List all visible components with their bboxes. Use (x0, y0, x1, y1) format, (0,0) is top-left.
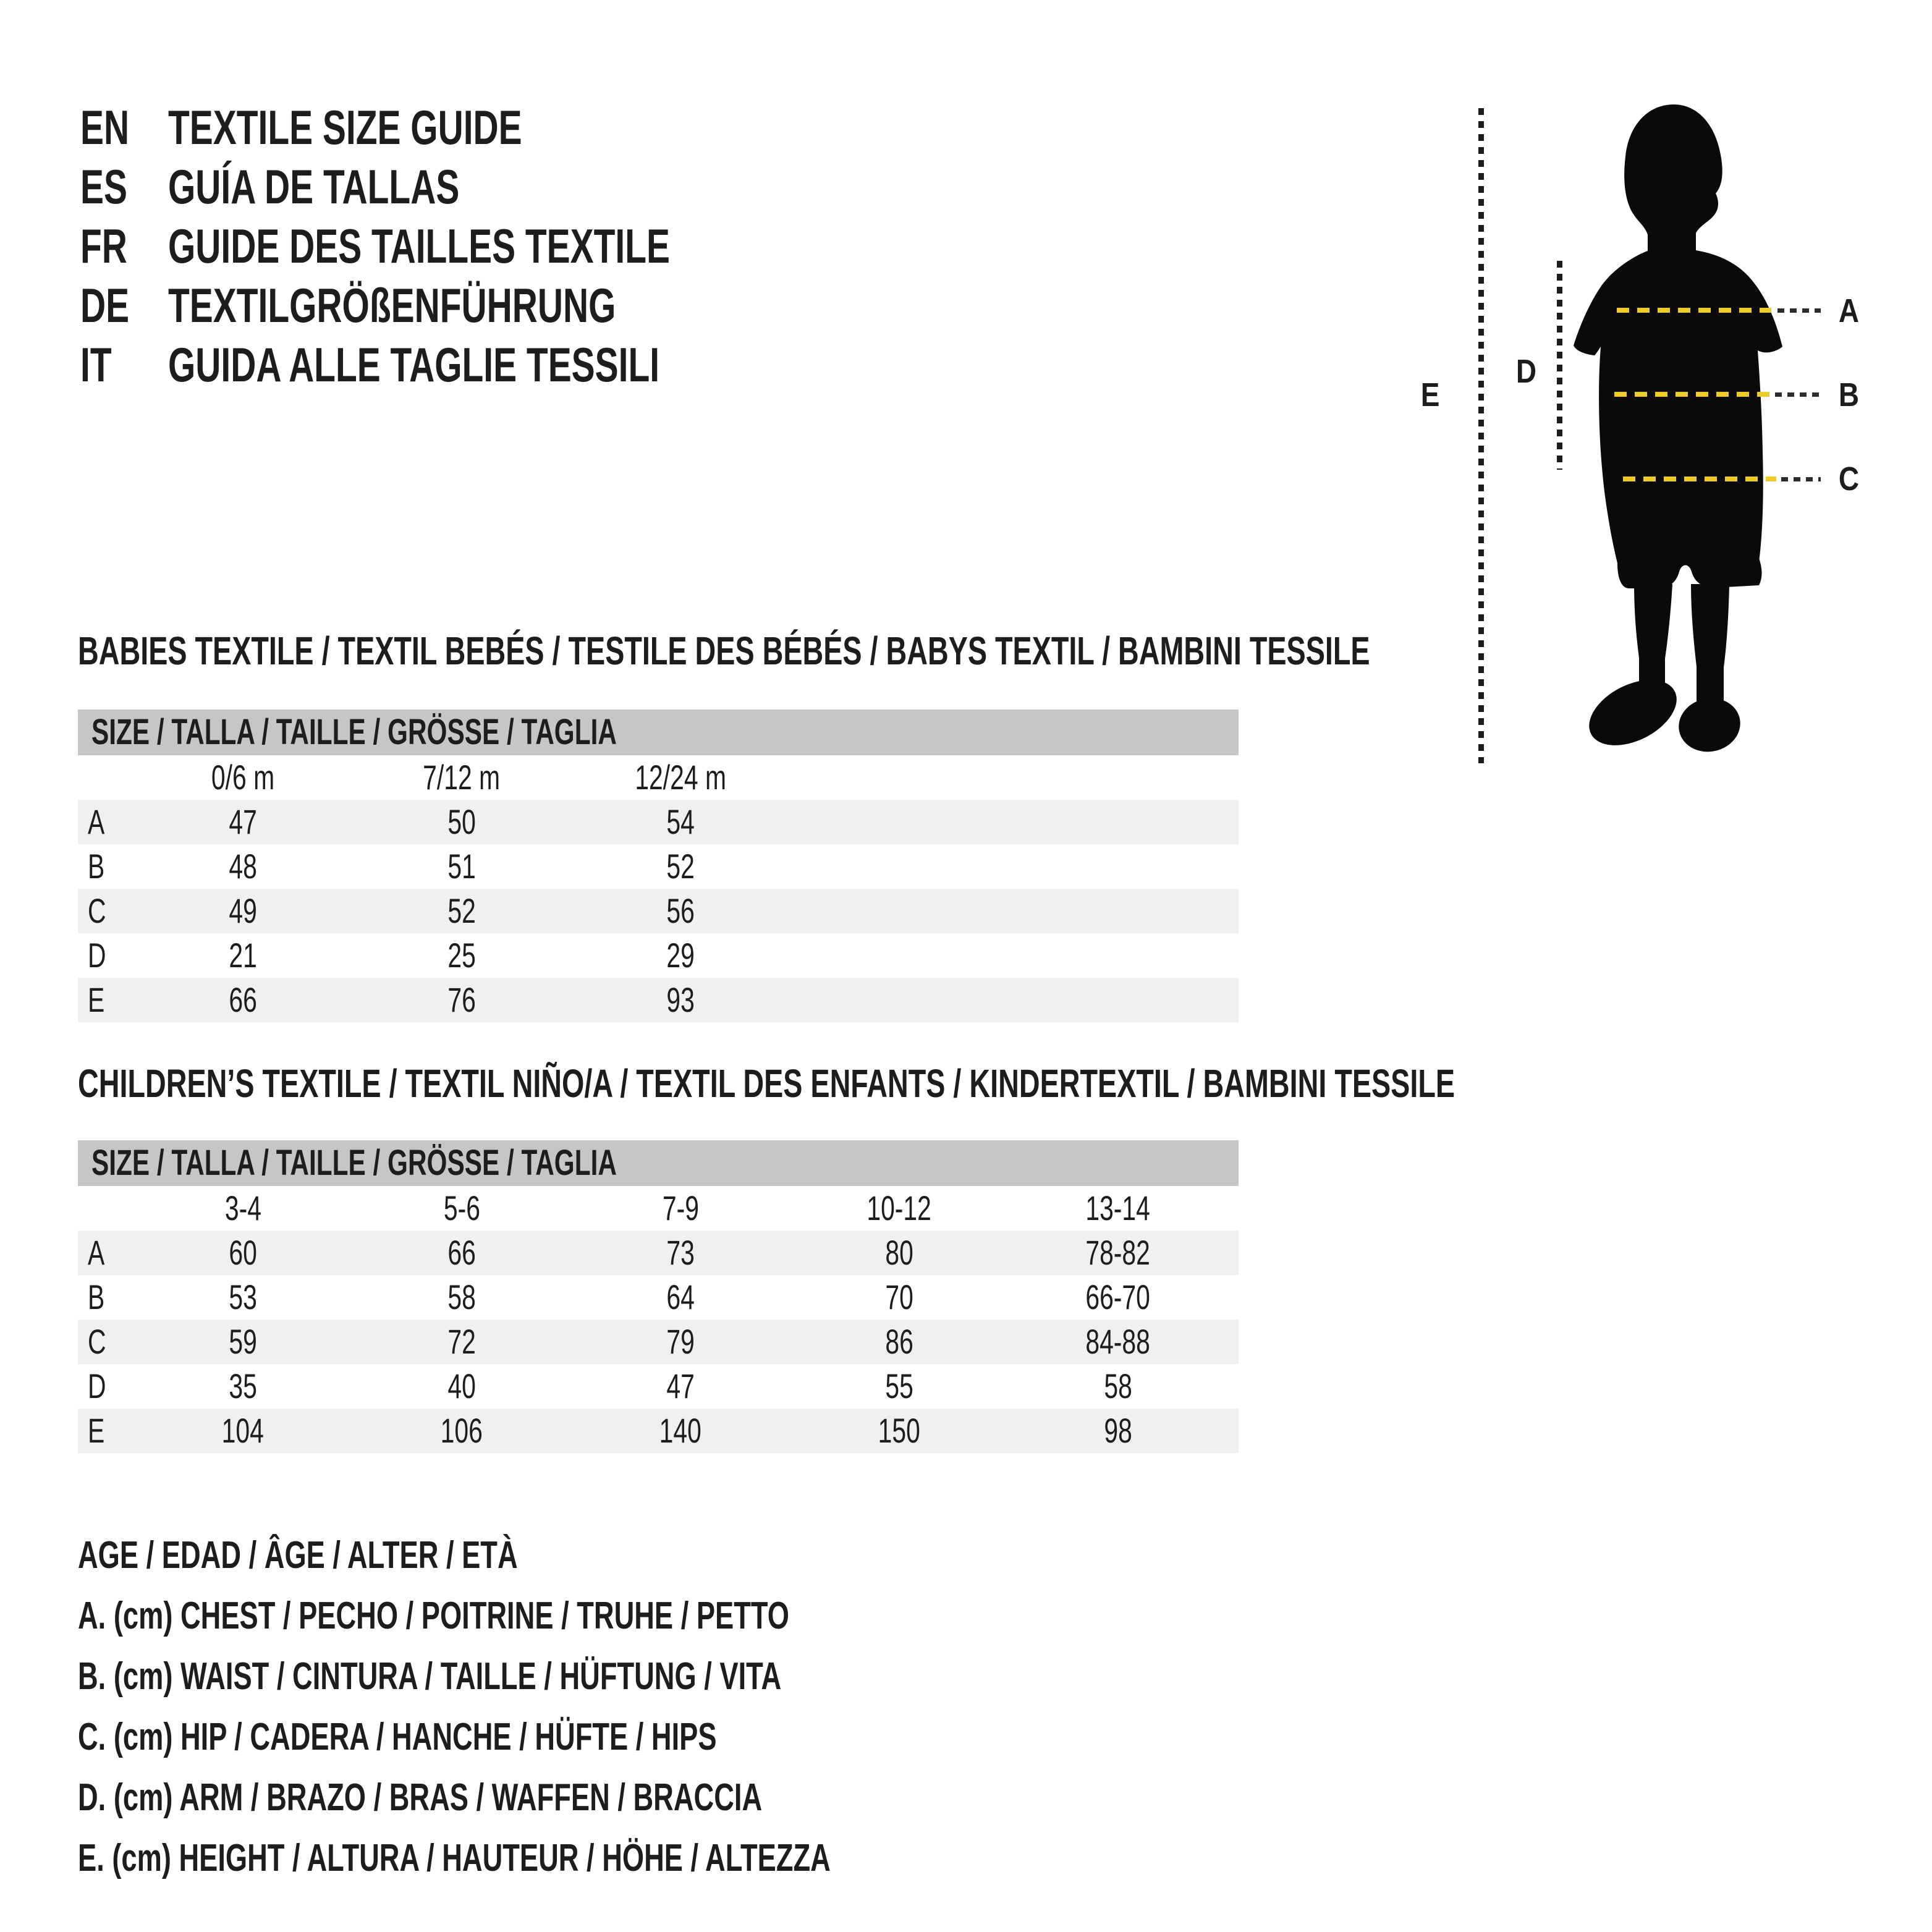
table-cell: 60 (229, 1233, 257, 1272)
legend-height: E. (cm) HEIGHT / ALTURA / HAUTEUR / HÖHE / ALTEZZA (78, 1837, 831, 1879)
table-cell: 98 (1104, 1411, 1132, 1450)
lang-title: GUIDA ALLE TAGLIE TESSILI (168, 337, 660, 392)
row-label: E (88, 1411, 105, 1450)
table-row (78, 1409, 1239, 1453)
waist-measure-line-leader (1775, 392, 1821, 397)
hip-measure-line-yellow (1623, 477, 1776, 481)
arm-measure-line (1557, 261, 1562, 470)
table-cell: 54 (666, 802, 695, 841)
table-cell: 59 (229, 1322, 257, 1361)
column-header: 0/6 m (211, 758, 275, 797)
column-header: 5-6 (443, 1188, 480, 1227)
table-cell: 47 (666, 1366, 695, 1405)
row-label: A (88, 1233, 105, 1272)
table-cell: 53 (229, 1277, 257, 1316)
table-cell: 140 (659, 1411, 702, 1450)
table-cell: 48 (229, 847, 257, 886)
column-header: 12/24 m (635, 758, 726, 797)
lang-title: GUIDE DES TAILLES TEXTILE (168, 219, 670, 273)
table-row (78, 844, 1239, 889)
table-row (78, 1231, 1239, 1275)
table-row (78, 889, 1239, 933)
measurement-legend (78, 1525, 1109, 1889)
table-row (78, 1275, 1239, 1320)
measure-label-d: D (1515, 353, 1537, 390)
legend-waist: B. (cm) WAIST / CINTURA / TAILLE / HÜFTUNG / VITA (78, 1655, 782, 1698)
hip-measure-line-leader (1781, 477, 1821, 481)
column-header: 7-9 (662, 1188, 699, 1227)
table-cell: 55 (885, 1366, 913, 1405)
table-cell: 66 (229, 980, 257, 1019)
table-row (78, 1364, 1239, 1409)
table-cell: 80 (885, 1233, 913, 1272)
table-row (78, 933, 1239, 978)
table-row (78, 978, 1239, 1022)
table-cell: 56 (666, 891, 695, 930)
chest-measure-line-leader (1777, 308, 1821, 313)
measure-label-c: C (1838, 460, 1860, 498)
table-cell: 79 (666, 1322, 695, 1361)
table-cell: 47 (229, 802, 257, 841)
table-cell: 50 (447, 802, 476, 841)
column-header: 7/12 m (423, 758, 501, 797)
lang-code: IT (80, 337, 112, 392)
children-size-table (78, 1140, 1239, 1453)
table-cell: 78-82 (1085, 1233, 1151, 1272)
table-cell: 21 (229, 936, 257, 975)
measure-label-a: A (1838, 292, 1860, 329)
table-cell: 58 (447, 1277, 476, 1316)
column-header-row (78, 755, 1239, 800)
lang-title: TEXTILE SIZE GUIDE (168, 100, 522, 155)
waist-measure-line-yellow (1614, 392, 1770, 397)
table-cell: 52 (666, 847, 695, 886)
table-cell: 35 (229, 1366, 257, 1405)
row-label: A (88, 802, 105, 841)
row-label: D (88, 1366, 106, 1405)
table-cell: 106 (440, 1411, 483, 1450)
table-cell: 76 (447, 980, 476, 1019)
lang-code: DE (80, 278, 130, 333)
legend-arm: D. (cm) ARM / BRAZO / BRAS / WAFFEN / BRACCIA (78, 1776, 763, 1819)
table-cell: 72 (447, 1322, 476, 1361)
table-cell: 70 (885, 1277, 913, 1316)
column-header: 10-12 (866, 1188, 932, 1227)
table-cell: 86 (885, 1322, 913, 1361)
table-cell: 84-88 (1085, 1322, 1151, 1361)
lang-title: TEXTILGRÖßENFÜHRUNG (168, 278, 616, 333)
table-cell: 58 (1104, 1366, 1132, 1405)
measure-label-e: E (1420, 376, 1440, 413)
size-header-bar: SIZE / TALLA / TAILLE / GRÖSSE / TAGLIA (78, 710, 1239, 755)
lang-title: GUÍA DE TALLAS (168, 159, 460, 214)
column-header: 3-4 (224, 1188, 261, 1227)
children-section-title: CHILDREN’S TEXTILE / TEXTIL NIÑO/A / TEXTIL DES ENFANTS / KINDERTEXTIL / BAMBINI TESSILE (78, 1061, 1455, 1106)
lang-code: FR (80, 219, 127, 273)
table-cell: 73 (666, 1233, 695, 1272)
row-label: C (88, 1322, 106, 1361)
babies-size-table (78, 710, 1239, 1022)
lang-code: EN (80, 100, 130, 155)
table-cell: 40 (447, 1366, 476, 1405)
legend-hip: C. (cm) HIP / CADERA / HANCHE / HÜFTE / HIPS (78, 1716, 717, 1758)
legend-age: AGE / EDAD / ÂGE / ALTER / ETÀ (78, 1534, 518, 1577)
table-cell: 93 (666, 980, 695, 1019)
table-cell: 66-70 (1085, 1277, 1151, 1316)
table-row (78, 1320, 1239, 1364)
table-row (78, 800, 1239, 844)
row-label: D (88, 936, 106, 975)
table-cell: 104 (221, 1411, 265, 1450)
column-header-row (78, 1186, 1239, 1231)
table-cell: 64 (666, 1277, 695, 1316)
measurement-diagram (0, 0, 1932, 803)
table-cell: 25 (447, 936, 476, 975)
measure-label-b: B (1838, 376, 1860, 413)
column-header: 13-14 (1085, 1188, 1151, 1227)
legend-chest: A. (cm) CHEST / PECHO / POITRINE / TRUHE / PETTO (78, 1595, 789, 1637)
table-cell: 66 (447, 1233, 476, 1272)
table-cell: 49 (229, 891, 257, 930)
row-label: B (88, 847, 105, 886)
table-cell: 29 (666, 936, 695, 975)
chest-measure-line-yellow (1617, 308, 1771, 313)
table-cell: 52 (447, 891, 476, 930)
babies-section-title: BABIES TEXTILE / TEXTIL BEBÉS / TESTILE DES BÉBÉS / BABYS TEXTIL / BAMBINI TESSILE (78, 629, 1370, 673)
table-cell: 150 (878, 1411, 921, 1450)
row-label: B (88, 1277, 105, 1316)
row-label: E (88, 980, 105, 1019)
lang-code: ES (80, 159, 127, 214)
table-cell: 51 (447, 847, 476, 886)
size-header-bar: SIZE / TALLA / TAILLE / GRÖSSE / TAGLIA (78, 1140, 1239, 1186)
row-label: C (88, 891, 106, 930)
